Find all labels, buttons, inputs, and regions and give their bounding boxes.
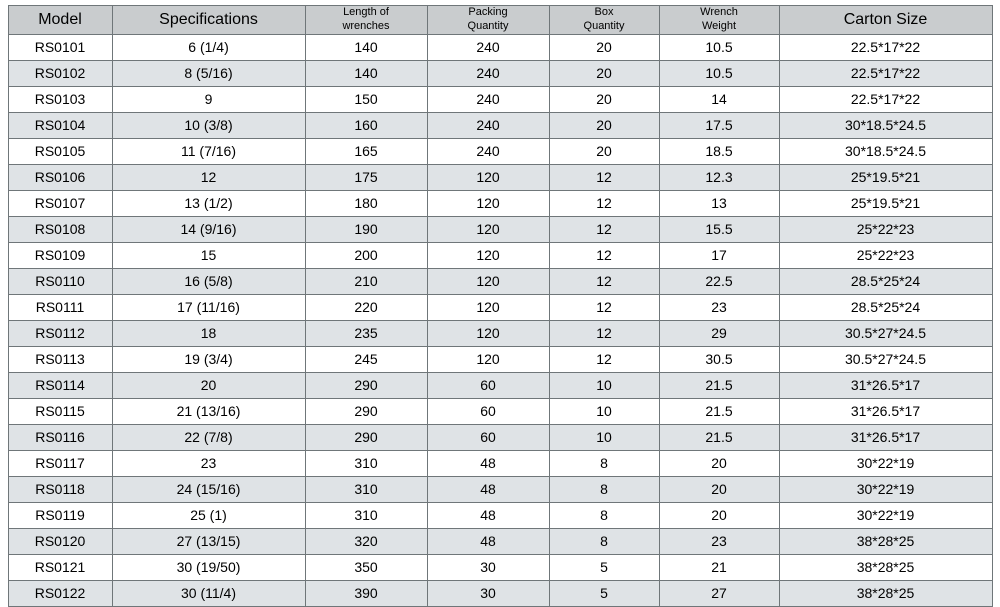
table-header xyxy=(8,6,992,35)
cell-value: 20 xyxy=(549,112,659,138)
cell-model: RS0110 xyxy=(8,268,112,294)
cell-value: 48 xyxy=(427,502,549,528)
cell-value: 240 xyxy=(427,138,549,164)
cell-value: 310 xyxy=(305,502,427,528)
cell-value: 10.5 xyxy=(659,60,779,86)
cell-model: RS0122 xyxy=(8,580,112,606)
cell-value: 21.5 xyxy=(659,424,779,450)
cell-value: 190 xyxy=(305,216,427,242)
cell-value: 12 xyxy=(549,190,659,216)
cell-value: 12 xyxy=(549,216,659,242)
cell-value: 20 xyxy=(659,450,779,476)
cell-value: 21 (13/16) xyxy=(112,398,305,424)
column-header-0: Model xyxy=(8,6,112,35)
table-row xyxy=(8,268,992,294)
cell-model: RS0108 xyxy=(8,216,112,242)
cell-value: 12 xyxy=(549,294,659,320)
cell-value: 12 xyxy=(112,164,305,190)
cell-value: 120 xyxy=(427,190,549,216)
cell-value: 22.5 xyxy=(659,268,779,294)
cell-value: 175 xyxy=(305,164,427,190)
cell-value: 10 xyxy=(549,398,659,424)
cell-value: 60 xyxy=(427,398,549,424)
cell-value: 22.5*17*22 xyxy=(779,60,992,86)
cell-value: 31*26.5*17 xyxy=(779,372,992,398)
cell-value: 8 xyxy=(549,528,659,554)
cell-value: 30 xyxy=(427,554,549,580)
table-row xyxy=(8,320,992,346)
cell-value: 5 xyxy=(549,580,659,606)
table-row xyxy=(8,86,992,112)
table-row xyxy=(8,450,992,476)
cell-value: 210 xyxy=(305,268,427,294)
cell-value: 23 xyxy=(659,528,779,554)
cell-value: 8 xyxy=(549,450,659,476)
cell-value: 350 xyxy=(305,554,427,580)
cell-value: 25*19.5*21 xyxy=(779,190,992,216)
column-header-5: Wrench Weight xyxy=(659,6,779,35)
cell-value: 8 xyxy=(549,476,659,502)
cell-value: 25 (1) xyxy=(112,502,305,528)
cell-value: 290 xyxy=(305,398,427,424)
cell-value: 12 xyxy=(549,268,659,294)
cell-value: 13 xyxy=(659,190,779,216)
cell-value: 23 xyxy=(659,294,779,320)
cell-value: 17.5 xyxy=(659,112,779,138)
cell-value: 14 xyxy=(659,86,779,112)
column-header-1: Specifications xyxy=(112,6,305,35)
cell-value: 12 xyxy=(549,320,659,346)
cell-value: 25*19.5*21 xyxy=(779,164,992,190)
cell-value: 8 xyxy=(549,502,659,528)
cell-value: 220 xyxy=(305,294,427,320)
cell-value: 28.5*25*24 xyxy=(779,294,992,320)
cell-value: 310 xyxy=(305,450,427,476)
cell-model: RS0115 xyxy=(8,398,112,424)
cell-value: 30.5 xyxy=(659,346,779,372)
cell-value: 30 (19/50) xyxy=(112,554,305,580)
cell-value: 120 xyxy=(427,346,549,372)
cell-value: 12 xyxy=(549,346,659,372)
cell-value: 150 xyxy=(305,86,427,112)
cell-value: 30*22*19 xyxy=(779,502,992,528)
table-row xyxy=(8,372,992,398)
cell-value: 10 xyxy=(549,372,659,398)
cell-value: 15.5 xyxy=(659,216,779,242)
cell-model: RS0113 xyxy=(8,346,112,372)
cell-value: 9 xyxy=(112,86,305,112)
cell-model: RS0106 xyxy=(8,164,112,190)
cell-value: 19 (3/4) xyxy=(112,346,305,372)
cell-value: 30.5*27*24.5 xyxy=(779,320,992,346)
cell-value: 240 xyxy=(427,112,549,138)
cell-value: 10 (3/8) xyxy=(112,112,305,138)
cell-model: RS0118 xyxy=(8,476,112,502)
table-row xyxy=(8,554,992,580)
cell-model: RS0104 xyxy=(8,112,112,138)
column-header-2: Length of wrenches xyxy=(305,6,427,35)
table-row xyxy=(8,346,992,372)
cell-value: 60 xyxy=(427,372,549,398)
cell-value: 10.5 xyxy=(659,34,779,60)
cell-model: RS0121 xyxy=(8,554,112,580)
cell-value: 27 xyxy=(659,580,779,606)
cell-model: RS0116 xyxy=(8,424,112,450)
cell-value: 320 xyxy=(305,528,427,554)
cell-value: 160 xyxy=(305,112,427,138)
cell-value: 48 xyxy=(427,476,549,502)
cell-model: RS0109 xyxy=(8,242,112,268)
header-row xyxy=(8,6,992,35)
cell-value: 310 xyxy=(305,476,427,502)
cell-value: 30*22*19 xyxy=(779,450,992,476)
cell-value: 38*28*25 xyxy=(779,528,992,554)
cell-value: 48 xyxy=(427,528,549,554)
cell-value: 24 (15/16) xyxy=(112,476,305,502)
cell-model: RS0101 xyxy=(8,34,112,60)
cell-model: RS0105 xyxy=(8,138,112,164)
cell-value: 20 xyxy=(659,476,779,502)
table-row xyxy=(8,242,992,268)
cell-value: 22.5*17*22 xyxy=(779,34,992,60)
table-row xyxy=(8,112,992,138)
cell-value: 240 xyxy=(427,34,549,60)
table-row xyxy=(8,164,992,190)
cell-value: 165 xyxy=(305,138,427,164)
cell-value: 30 (11/4) xyxy=(112,580,305,606)
cell-value: 245 xyxy=(305,346,427,372)
cell-value: 200 xyxy=(305,242,427,268)
cell-value: 31*26.5*17 xyxy=(779,424,992,450)
column-header-3: Packing Quantity xyxy=(427,6,549,35)
cell-value: 240 xyxy=(427,60,549,86)
cell-value: 20 xyxy=(112,372,305,398)
cell-value: 12 xyxy=(549,242,659,268)
cell-value: 6 (1/4) xyxy=(112,34,305,60)
cell-model: RS0119 xyxy=(8,502,112,528)
cell-value: 17 xyxy=(659,242,779,268)
table-row xyxy=(8,528,992,554)
cell-model: RS0120 xyxy=(8,528,112,554)
wrench-specification-table xyxy=(8,5,993,607)
cell-value: 120 xyxy=(427,164,549,190)
cell-model: RS0117 xyxy=(8,450,112,476)
cell-value: 21.5 xyxy=(659,398,779,424)
cell-value: 21 xyxy=(659,554,779,580)
cell-value: 14 (9/16) xyxy=(112,216,305,242)
cell-value: 140 xyxy=(305,34,427,60)
table-row xyxy=(8,502,992,528)
cell-value: 15 xyxy=(112,242,305,268)
cell-value: 235 xyxy=(305,320,427,346)
cell-value: 30.5*27*24.5 xyxy=(779,346,992,372)
cell-value: 13 (1/2) xyxy=(112,190,305,216)
cell-value: 390 xyxy=(305,580,427,606)
cell-value: 18 xyxy=(112,320,305,346)
cell-value: 120 xyxy=(427,294,549,320)
cell-model: RS0107 xyxy=(8,190,112,216)
cell-value: 20 xyxy=(549,34,659,60)
cell-value: 30*18.5*24.5 xyxy=(779,112,992,138)
cell-model: RS0103 xyxy=(8,86,112,112)
cell-value: 140 xyxy=(305,60,427,86)
table-row xyxy=(8,294,992,320)
cell-value: 22 (7/8) xyxy=(112,424,305,450)
cell-model: RS0112 xyxy=(8,320,112,346)
cell-value: 29 xyxy=(659,320,779,346)
cell-value: 290 xyxy=(305,424,427,450)
table-row xyxy=(8,60,992,86)
cell-value: 20 xyxy=(659,502,779,528)
table-row xyxy=(8,138,992,164)
column-header-6: Carton Size xyxy=(779,6,992,35)
cell-model: RS0111 xyxy=(8,294,112,320)
cell-value: 20 xyxy=(549,86,659,112)
cell-model: RS0102 xyxy=(8,60,112,86)
table-row xyxy=(8,424,992,450)
cell-value: 120 xyxy=(427,320,549,346)
cell-value: 60 xyxy=(427,424,549,450)
column-header-4: Box Quantity xyxy=(549,6,659,35)
table-row xyxy=(8,476,992,502)
cell-value: 18.5 xyxy=(659,138,779,164)
cell-value: 25*22*23 xyxy=(779,216,992,242)
table-row xyxy=(8,216,992,242)
cell-value: 180 xyxy=(305,190,427,216)
cell-value: 120 xyxy=(427,242,549,268)
cell-value: 31*26.5*17 xyxy=(779,398,992,424)
cell-value: 16 (5/8) xyxy=(112,268,305,294)
cell-value: 11 (7/16) xyxy=(112,138,305,164)
cell-value: 20 xyxy=(549,138,659,164)
table-row xyxy=(8,398,992,424)
table-row xyxy=(8,34,992,60)
cell-value: 23 xyxy=(112,450,305,476)
cell-model: RS0114 xyxy=(8,372,112,398)
cell-value: 120 xyxy=(427,216,549,242)
cell-value: 25*22*23 xyxy=(779,242,992,268)
cell-value: 120 xyxy=(427,268,549,294)
cell-value: 8 (5/16) xyxy=(112,60,305,86)
cell-value: 12.3 xyxy=(659,164,779,190)
table-body xyxy=(8,34,992,606)
cell-value: 12 xyxy=(549,164,659,190)
cell-value: 21.5 xyxy=(659,372,779,398)
cell-value: 20 xyxy=(549,60,659,86)
cell-value: 290 xyxy=(305,372,427,398)
cell-value: 17 (11/16) xyxy=(112,294,305,320)
cell-value: 38*28*25 xyxy=(779,554,992,580)
cell-value: 30*18.5*24.5 xyxy=(779,138,992,164)
cell-value: 10 xyxy=(549,424,659,450)
cell-value: 30 xyxy=(427,580,549,606)
cell-value: 38*28*25 xyxy=(779,580,992,606)
table-row xyxy=(8,190,992,216)
cell-value: 22.5*17*22 xyxy=(779,86,992,112)
cell-value: 48 xyxy=(427,450,549,476)
cell-value: 27 (13/15) xyxy=(112,528,305,554)
cell-value: 30*22*19 xyxy=(779,476,992,502)
table-row xyxy=(8,580,992,606)
cell-value: 5 xyxy=(549,554,659,580)
cell-value: 28.5*25*24 xyxy=(779,268,992,294)
cell-value: 240 xyxy=(427,86,549,112)
